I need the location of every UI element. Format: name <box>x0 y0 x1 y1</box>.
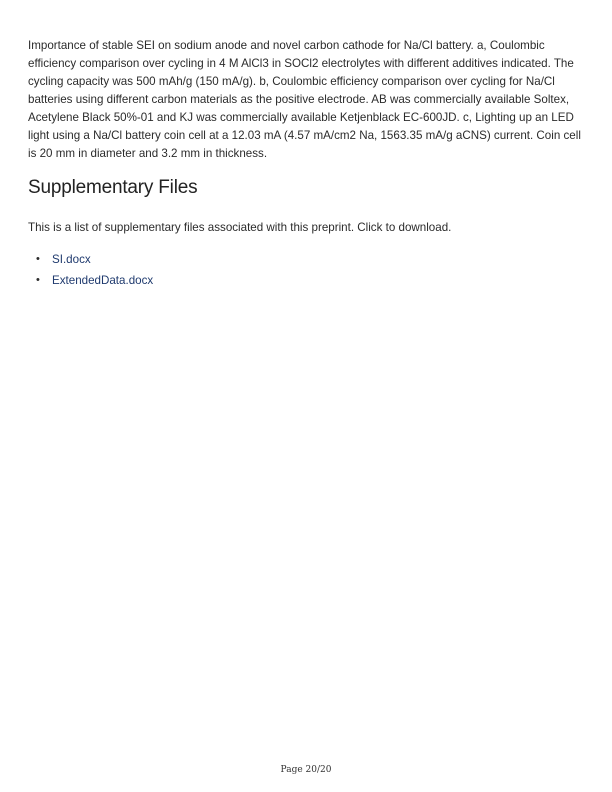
supplementary-files-heading: Supplementary Files <box>28 177 198 198</box>
file-link-si-docx[interactable]: SI.docx <box>52 253 91 266</box>
figure-caption: Importance of stable SEI on sodium anode and novel carbon cathode for Na/Cl battery. a, Coulombic efficiency comparison over cycling in 4 M AlCl3 in SOCl2 electrolytes with different additives indicated. The cycling capacity was 500 mAh/g (150 mA/g). b, Coulombic efficiency comparison over cycling for Na/Cl batteries using different carbon materials as the positive electrode. AB was commercially available Soltex, Acetylene Black 50%-01 and KJ was commercially available Ketjenblack EC-600JD. c, Lighting up an LED light using a Na/Cl battery coin cell at a 12.03 mA (4.57 mA/cm2 Na, 1563.35 mA/g aCNS) current. Coin cell is 20 mm in diameter and 3.2 mm in thickness. <box>28 39 581 160</box>
file-link-extendeddata-docx[interactable]: ExtendedData.docx <box>52 274 154 287</box>
supplementary-intro-text: This is a list of supplementary files associated with this preprint. Click to download. <box>28 221 452 234</box>
bullet-icon: • <box>36 274 40 286</box>
page-number: Page 20/20 <box>280 765 332 775</box>
list-item <box>28 270 153 291</box>
supplementary-file-list <box>28 249 153 291</box>
bullet-icon: • <box>36 253 40 265</box>
list-item <box>28 249 153 270</box>
